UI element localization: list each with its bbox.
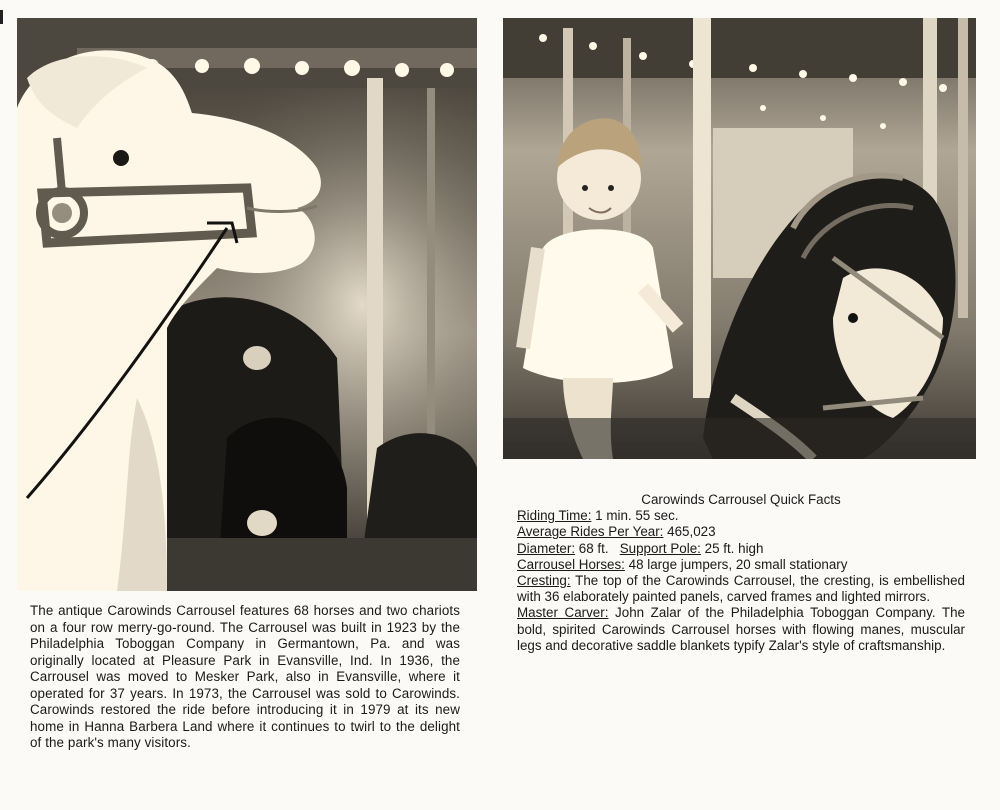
fact-value: 1 min. 55 sec. [595, 508, 679, 524]
carousel-horse-photo [17, 18, 477, 591]
fact-master-carver [517, 605, 965, 654]
fact-carrousel-horses [517, 557, 965, 573]
child-on-carousel-photo [503, 18, 976, 459]
fact-value: 465,023 [667, 524, 716, 540]
fact-label: Master Carver: [517, 605, 609, 621]
fact-value: The top of the Carowinds Carrousel, the cresting, is embellished with 36 elaborately painted panels, carved frames and lighted mirrors. [517, 573, 965, 605]
fact-cresting [517, 573, 965, 605]
fact-label: Average Rides Per Year: [517, 524, 664, 540]
scan-corner-mark [0, 10, 3, 24]
fact-value: 48 large jumpers, 20 small stationary [628, 556, 848, 572]
fact-label: Support Pole: [619, 540, 701, 556]
carousel-history-caption: The antique Carowinds Carrousel features 68 horses and two chariots on a four row merry-go-round. The Carrousel was built in 1923 by the Philadelphia Toboggan Company in Germantown, Pa. and was originally located at Pleasure Park in Evansville, Ind. In 1936, the Carrousel was moved to Mesker Park, also in Evansville, where it operated for 37 years. In 1973, the Carrousel was sold to Carowinds. Carowinds restored the ride before introducing it in 1979 at its new home in Hanna Barbera Land where it continues to twirl to the delight of the park's many visitors. [30, 603, 460, 750]
fact-diameter-pole [517, 541, 965, 557]
fact-label: Cresting: [517, 573, 571, 589]
fact-label: Riding Time: [517, 508, 592, 524]
fact-value: 68 ft. [578, 540, 609, 556]
fact-riding-time [517, 508, 965, 524]
fact-value: John Zalar of the Philadelphia Toboggan Company. The bold, spirited Carowinds Carrousel horses with flowing manes, muscular legs and decorative saddle blankets typify Zalar's style of craftsmanship. [517, 605, 965, 653]
quick-facts-title: Carowinds Carrousel Quick Facts [641, 492, 841, 507]
fact-value: 25 ft. high [704, 540, 764, 556]
fact-average-rides [517, 524, 965, 540]
quick-facts-block [517, 492, 965, 654]
fact-label: Carrousel Horses: [517, 556, 625, 572]
fact-label: Diameter: [517, 540, 576, 556]
